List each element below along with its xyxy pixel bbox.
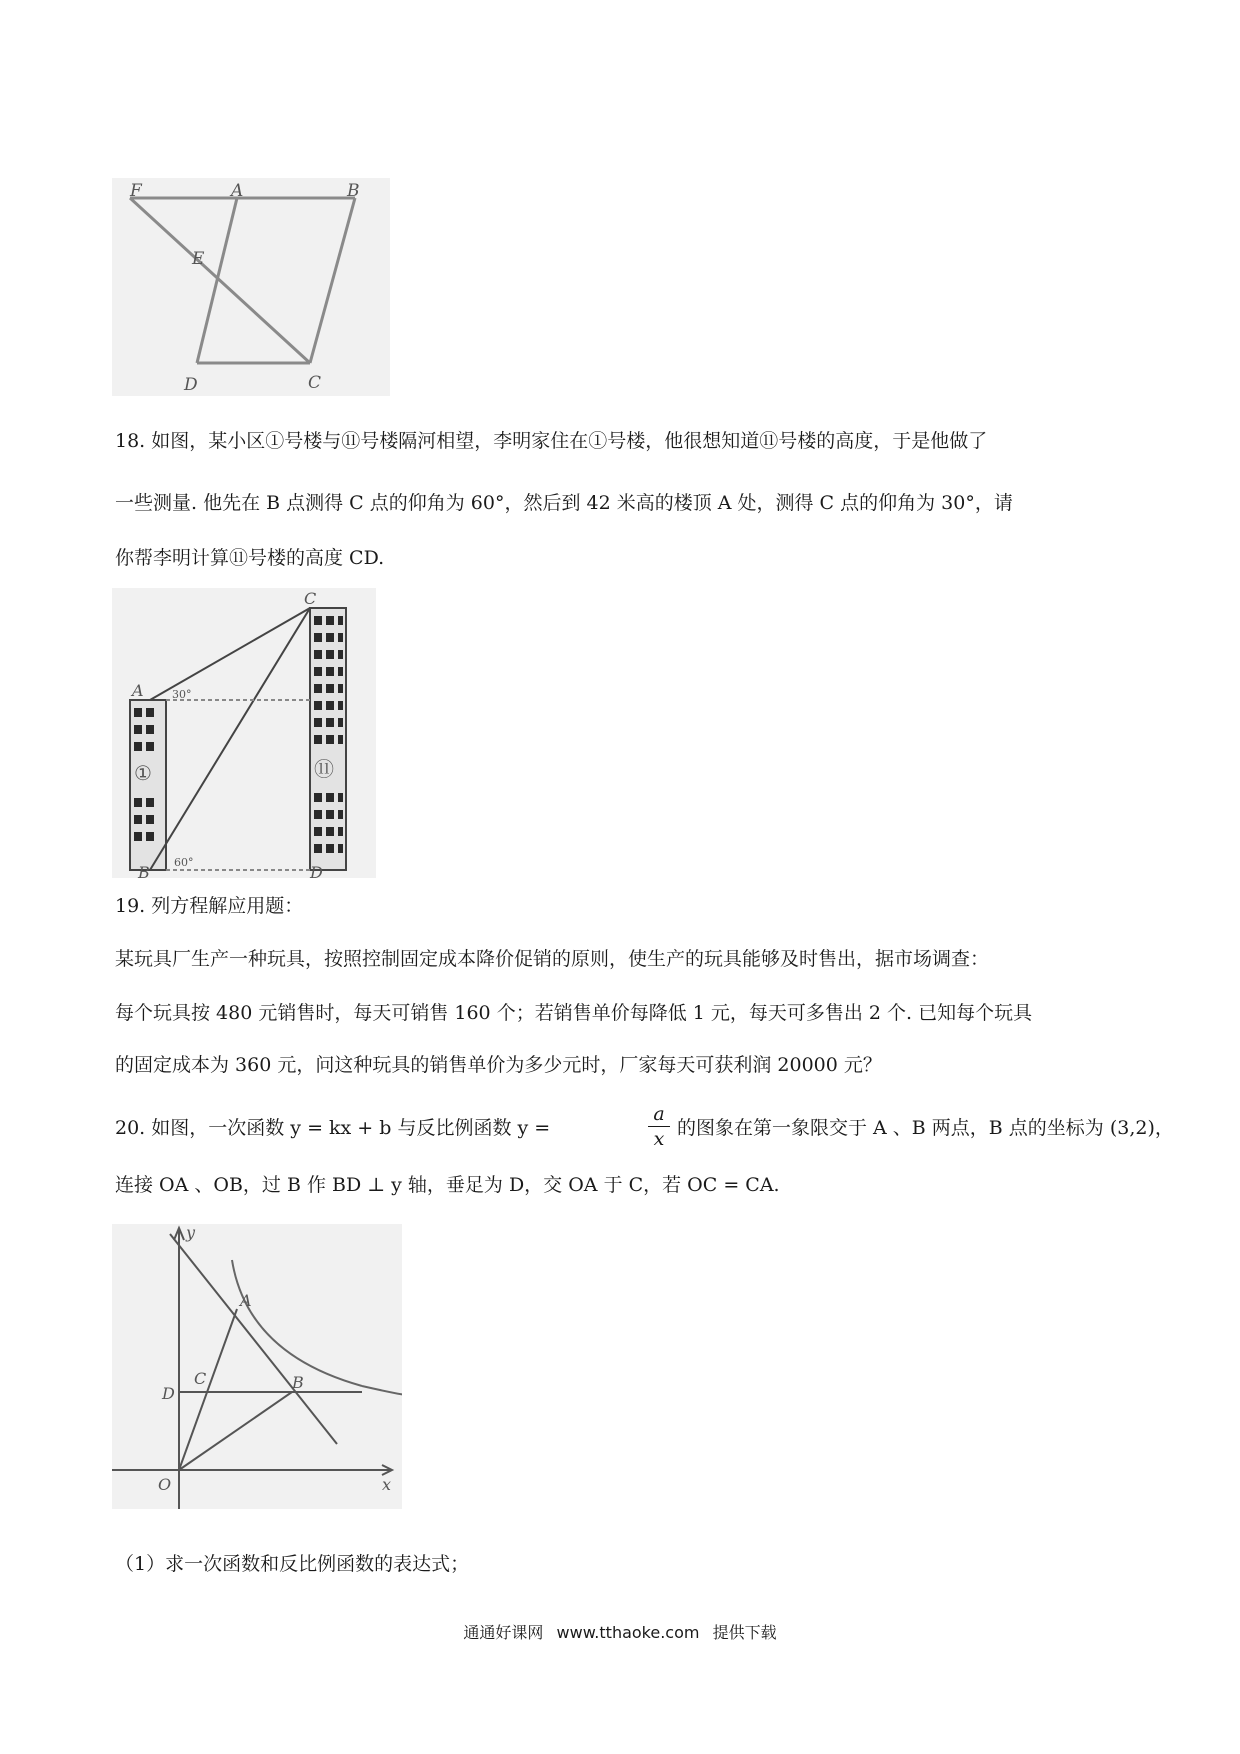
figure-q20 [112,1224,402,1509]
angle-a-label: 30° [172,688,192,701]
hyperbola-tail [362,1386,402,1396]
label-b: B [138,863,150,878]
label-d: D [184,375,198,395]
q18-line-2: 一些测量. 他先在 B 点测得 C 点的仰角为 60°，然后到 42 米高的楼顶 A 处，测得 C 点的仰角为 30°，请 [115,492,1013,514]
label-b: B [347,181,360,201]
q20-line-2: 连接 OA 、OB，过 B 作 BD ⊥ y 轴，垂足为 D，交 OA 于 C，若 OC = CA. [115,1174,780,1196]
label-e: E [192,249,205,269]
segment-oa [179,1309,237,1470]
q19-line-3: 的固定成本为 360 元，问这种玩具的销售单价为多少元时，厂家每天可获利润 20000 元？ [115,1054,882,1076]
fraction-numerator: a [648,1102,670,1127]
segment-ob [179,1392,292,1470]
footer-site-name: 通通好课网 [463,1623,544,1642]
building-1-label: ① [134,761,152,785]
q19-line-1: 某玩具厂生产一种玩具，按照控制固定成本降价促销的原则，使生产的玩具能够及时售出，据市场调查： [115,948,990,970]
figure-q17 [112,178,390,396]
q20-part-1: （1）求一次函数和反比例函数的表达式； [115,1553,470,1575]
page-footer [0,1620,1240,1643]
q18-line-3: 你帮李明计算⑪号楼的高度 CD. [115,547,385,569]
label-c: C [194,1369,207,1388]
building-11-label: ⑪ [314,757,334,781]
label-o: O [158,1475,172,1494]
footer-suffix: 提供下载 [712,1623,777,1642]
label-a: A [231,181,244,201]
segment-fc [130,198,310,363]
line-bc [150,608,310,870]
line-ac [150,608,310,700]
q20-line-1-end: 的图象在第一象限交于 A 、B 两点，B 点的坐标为 (3,2)， [677,1117,1174,1139]
segment-ad [197,198,237,363]
q20-line-1-start: 20. 如图，一次函数 y = kx + b 与反比例函数 y = [115,1117,551,1139]
label-x: x [382,1475,392,1494]
hyperbola-branch [232,1260,362,1386]
footer-url[interactable]: www.tthaoke.com [556,1623,700,1642]
fraction-a-over-x [648,1102,670,1151]
label-d: D [310,863,323,878]
label-f: F [130,181,142,201]
label-b: B [292,1373,304,1392]
label-d: D [162,1384,175,1403]
label-y: y [186,1224,196,1242]
label-a: A [132,681,144,700]
segment-bc [310,198,355,363]
q18-line-1: 18. 如图，某小区①号楼与⑪号楼隔河相望，李明家住在①号楼，他很想知道⑪号楼的高度，于是他做了 [115,430,988,452]
label-a: A [240,1291,252,1310]
fraction-denominator: x [653,1128,665,1150]
q19-title: 19. 列方程解应用题： [115,895,304,917]
q19-line-2: 每个玩具按 480 元销售时，每天可销售 160 个；若销售单价每降低 1 元，每天可多售出 2 个. 已知每个玩具 [115,1002,1033,1024]
label-c: C [308,373,322,393]
label-c: C [304,589,317,608]
angle-b-label: 60° [174,856,194,869]
linear-function-line [170,1234,337,1444]
figure-q18 [112,588,376,878]
